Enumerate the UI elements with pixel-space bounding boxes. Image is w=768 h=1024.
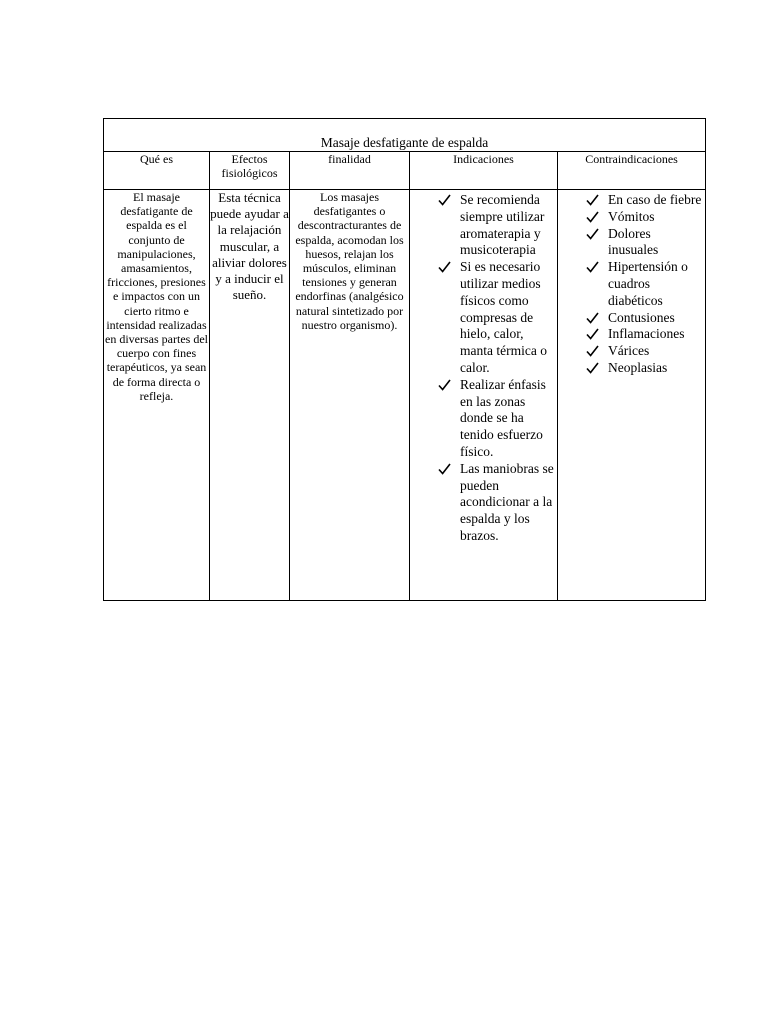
contraindicaciones-list xyxy=(558,190,705,377)
list-item-text: Dolores inusuales xyxy=(608,225,659,258)
list-item xyxy=(410,259,557,377)
checkmark-icon xyxy=(586,328,599,340)
list-item-text: En caso de fiebre xyxy=(608,192,702,207)
list-item xyxy=(558,226,705,260)
checkmark-icon xyxy=(438,463,451,475)
checkmark-icon xyxy=(438,379,451,391)
list-item xyxy=(558,310,705,327)
list-item xyxy=(558,343,705,360)
list-item xyxy=(410,461,557,545)
checkmark-icon xyxy=(586,345,599,357)
list-item-text: Várices xyxy=(608,343,650,359)
checkmark-icon xyxy=(438,194,451,206)
header-que-es: Qué es xyxy=(104,152,210,190)
header-contraindicaciones: Contraindicaciones xyxy=(558,152,706,190)
list-item-text: Se recomienda siempre utilizar aromaterapia y musicoterapia xyxy=(460,192,545,258)
list-item xyxy=(558,209,705,226)
finalidad-text: Los masajes desfatigantes o descontracturantes de espalda, acomodan los huesos, relajan los músculos, eliminan tensiones y generan endorfinas (analgésico natural sintetizado por nuestro organismo). xyxy=(295,190,404,332)
cell-finalidad xyxy=(290,190,410,601)
table-title-cell xyxy=(104,119,706,152)
list-item xyxy=(558,326,705,343)
list-item xyxy=(558,360,705,377)
list-item xyxy=(410,377,557,461)
checkmark-icon xyxy=(438,261,451,273)
checkmark-icon xyxy=(586,261,599,273)
checkmark-icon xyxy=(586,194,599,206)
list-item xyxy=(410,192,557,259)
list-item xyxy=(558,259,705,309)
header-finalidad: finalidad xyxy=(290,152,410,190)
cell-efectos xyxy=(210,190,290,601)
list-item-text: Vómitos xyxy=(608,208,655,224)
list-item-text: Realizar énfasis en las zonas donde se ha tenido esfuerzo físico. xyxy=(460,376,546,459)
list-item-text: Neoplasias xyxy=(608,359,668,375)
list-item-text: Hipertensión o cuadros diabéticos xyxy=(608,259,688,308)
que-es-text: El masaje desfatigante de espalda es el conjunto de manipulaciones, amasamientos, fricciones, presiones e impactos con un cierto ritmo e intensidad realizadas en diversas partes del cuerpo con fines terapéuticos, ya sean de forma directa o refleja. xyxy=(105,190,208,403)
efectos-text: Esta técnica puede ayudar a la relajación muscular, a aliviar dolores y a inducir el sueño. xyxy=(210,190,289,303)
header-efectos: Efectos fisiológicos xyxy=(210,152,290,190)
cell-contraindicaciones xyxy=(558,190,706,601)
indicaciones-list xyxy=(410,190,557,545)
list-item-text: Las maniobras se pueden acondicionar a la espalda y los brazos. xyxy=(460,460,554,543)
cell-que-es xyxy=(104,190,210,601)
checkmark-icon xyxy=(586,312,599,324)
header-indicaciones: Indicaciones xyxy=(410,152,558,190)
list-item xyxy=(558,192,705,209)
list-item-text: Contusiones xyxy=(608,309,675,325)
checkmark-icon xyxy=(586,211,599,223)
massage-table xyxy=(103,118,706,601)
checkmark-icon xyxy=(586,362,599,374)
list-item-text: Inflamaciones xyxy=(608,326,685,342)
table-title: Masaje desfatigante de espalda xyxy=(320,135,489,150)
list-item-text: Si es necesario utilizar medios físicos como compresas de hielo, calor, manta térmica o calor. xyxy=(460,259,547,375)
checkmark-icon xyxy=(586,228,599,240)
cell-indicaciones xyxy=(410,190,558,601)
